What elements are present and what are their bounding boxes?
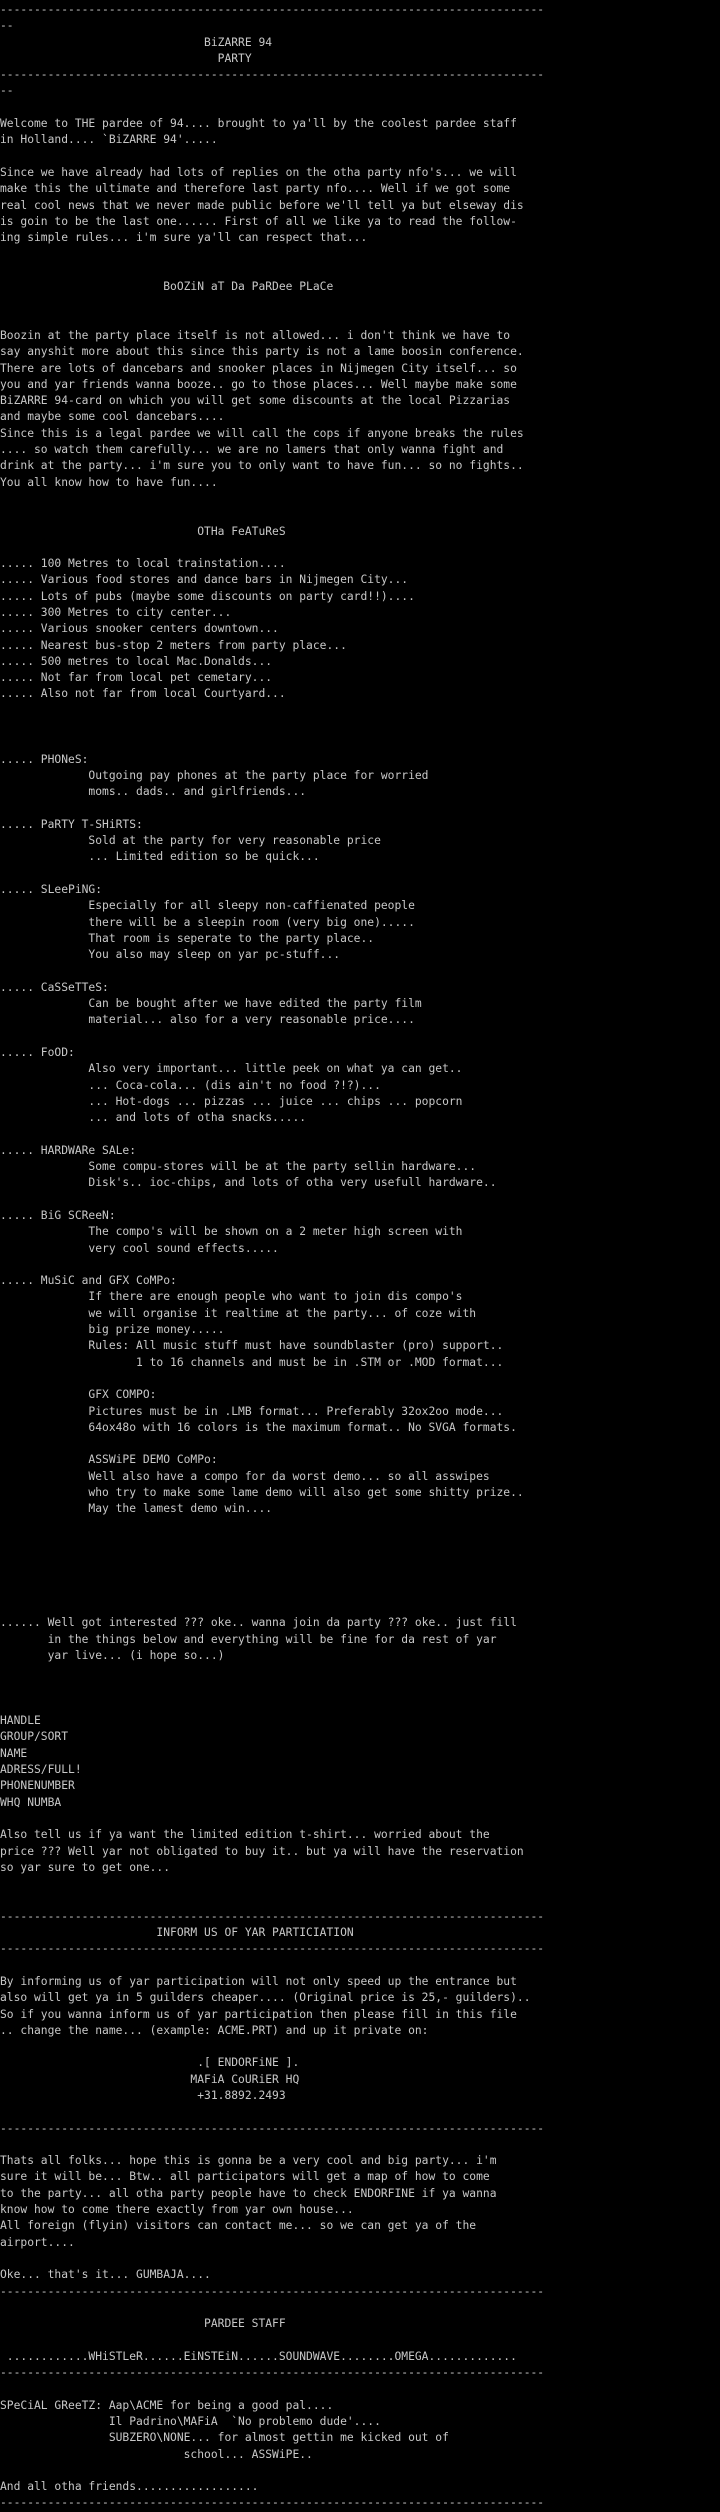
text-line: we will organise it realtime at the party... of coze with bbox=[0, 1306, 477, 1320]
text-line bbox=[0, 1550, 720, 1566]
text-line bbox=[0, 1192, 720, 1208]
text-line bbox=[0, 1126, 720, 1142]
text-line: May the lamest demo win.... bbox=[0, 1502, 273, 1516]
text-line: PHONENUMBER bbox=[0, 1779, 75, 1793]
text-line: sure it will be... Btw.. all participators will get a map of how to come bbox=[0, 2170, 490, 2184]
text-line: And all otha friends.................. bbox=[0, 2480, 259, 2494]
text-line bbox=[0, 312, 720, 328]
text-line bbox=[0, 735, 720, 751]
text-line bbox=[0, 1876, 720, 1892]
text-line bbox=[0, 149, 720, 165]
text-line bbox=[0, 491, 720, 507]
text-line: ASSWiPE DEMO CoMPo: bbox=[0, 1453, 218, 1467]
text-line: HANDLE bbox=[0, 1714, 41, 1728]
text-line bbox=[0, 1371, 720, 1387]
text-line: Since this is a legal pardee we will call the cops if anyone breaks the rules bbox=[0, 426, 524, 440]
text-line bbox=[0, 1534, 720, 1550]
text-line: Outgoing pay phones at the party place for worried bbox=[0, 768, 429, 782]
text-line: ..... 100 Metres to local trainstation.... bbox=[0, 557, 286, 571]
text-line: moms.. dads.. and girlfriends... bbox=[0, 785, 307, 799]
text-line: BoOZiN aT Da PaRDee PLaCe bbox=[0, 280, 334, 294]
text-line bbox=[0, 1681, 720, 1697]
text-line: ADRESS/FULL! bbox=[0, 1763, 82, 1777]
text-line: If there are enough people who want to join dis compo's bbox=[0, 1290, 463, 1304]
text-line: GFX COMPO: bbox=[0, 1388, 157, 1402]
text-line: airport.... bbox=[0, 2235, 75, 2249]
text-line: Rules: All music stuff must have soundblaster (pro) support.. bbox=[0, 1339, 504, 1353]
text-line: in the things below and everything will be fine for da rest of yar bbox=[0, 1632, 497, 1646]
text-line: say anyshit more about this since this party is not a lame boosin conference. bbox=[0, 345, 524, 359]
text-line: ..... SLeePiNG: bbox=[0, 883, 103, 897]
text-line: That room is seperate to the party place.. bbox=[0, 931, 375, 945]
text-line: yar live... (i hope so...) bbox=[0, 1648, 225, 1662]
text-line: in Holland.... `BiZARRE 94'..... bbox=[0, 133, 218, 147]
text-line: ............WHiSTLeR......EiNSTEiN......SOUNDWAVE........OMEGA............. bbox=[0, 2349, 517, 2363]
text-line: -------------------------------------------------------------------------------- bbox=[0, 2284, 545, 2298]
text-line: Boozin at the party place itself is not allowed... i don't think we have to bbox=[0, 328, 511, 342]
text-line: INFORM US OF YAR PARTICIATION bbox=[0, 1926, 354, 1940]
text-line: Some compu-stores will be at the party sellin hardware... bbox=[0, 1160, 477, 1174]
text-line bbox=[0, 866, 720, 882]
text-line: ..... PaRTY T-SHiRTS: bbox=[0, 817, 143, 831]
text-line bbox=[0, 1599, 720, 1615]
text-line: All foreign (flyin) visitors can contact me... so we can get ya of the bbox=[0, 2219, 477, 2233]
text-line: -------------------------------------------------------------------------------- bbox=[0, 1909, 545, 1923]
text-line: drink at the party... i'm sure you to only want to have fun... so no fights.. bbox=[0, 459, 524, 473]
text-line: ..... MuSiC and GFX CoMPo: bbox=[0, 1274, 177, 1288]
text-line: You all know how to have fun.... bbox=[0, 475, 218, 489]
text-line bbox=[0, 1583, 720, 1599]
text-line bbox=[0, 1029, 720, 1045]
text-line: OTHa FeATuReS bbox=[0, 524, 286, 538]
text-line bbox=[0, 2332, 720, 2348]
text-line: price ??? Well yar not obligated to buy it.. but ya will have the reservation bbox=[0, 1844, 524, 1858]
text-line: MAFiA CoURiER HQ bbox=[0, 2072, 300, 2086]
text-line bbox=[0, 1518, 720, 1534]
text-line: who try to make some lame demo will also get some shitty prize.. bbox=[0, 1486, 524, 1500]
text-line bbox=[0, 1664, 720, 1680]
text-line: WHQ NUMBA bbox=[0, 1795, 62, 1809]
text-line bbox=[0, 1257, 720, 1273]
text-line: .[ ENDORFiNE ]. bbox=[0, 2056, 300, 2070]
text-line: So if you wanna inform us of yar participation then please fill in this file bbox=[0, 2007, 517, 2021]
text-line: Especially for all sleepy non-caffienated people bbox=[0, 899, 415, 913]
text-line: 1 to 16 channels and must be in .STM or .MOD format... bbox=[0, 1355, 504, 1369]
text-line: ..... Lots of pubs (maybe some discounts on party card!!).... bbox=[0, 589, 415, 603]
text-line: -------------------------------------------------------------------------------- bbox=[0, 68, 545, 82]
text-line: very cool sound effects..... bbox=[0, 1241, 279, 1255]
text-line: -------------------------------------------------------------------------------- bbox=[0, 2366, 545, 2380]
text-line: ..... 500 metres to local Mac.Donalds... bbox=[0, 654, 273, 668]
text-line bbox=[0, 2137, 720, 2153]
text-line: Sold at the party for very reasonable price bbox=[0, 834, 381, 848]
text-line: Since we have already had lots of replies on the otha party nfo's... we will bbox=[0, 165, 517, 179]
text-line: NAME bbox=[0, 1746, 28, 1760]
text-line: Well also have a compo for da worst demo... so all asswipes bbox=[0, 1469, 490, 1483]
text-line bbox=[0, 1811, 720, 1827]
text-line: ... and lots of otha snacks..... bbox=[0, 1111, 307, 1125]
text-line: Pictures must be in .LMB format... Preferably 32ox2oo mode... bbox=[0, 1404, 504, 1418]
text-line: and maybe some cool dancebars.... bbox=[0, 410, 225, 424]
text-line: real cool news that we never made public before we'll tell ya but elseway dis bbox=[0, 198, 524, 212]
text-line: -- bbox=[0, 84, 14, 98]
text-line bbox=[0, 1436, 720, 1452]
text-line bbox=[0, 964, 720, 980]
text-line: ... Coca-cola... (dis ain't no food ?!?)... bbox=[0, 1078, 381, 1092]
text-line bbox=[0, 2463, 720, 2479]
text-line: .. change the name... (example: ACME.PRT) and up it private on: bbox=[0, 2023, 429, 2037]
text-line bbox=[0, 1567, 720, 1583]
text-line: Also very important... little peek on what ya can get.. bbox=[0, 1062, 463, 1076]
text-line: ..... 300 Metres to city center... bbox=[0, 605, 232, 619]
text-line: ..... Also not far from local Courtyard... bbox=[0, 687, 286, 701]
text-line: ... Limited edition so be quick... bbox=[0, 850, 320, 864]
text-line: Welcome to THE pardee of 94.... brought to ya'll by the coolest pardee staff bbox=[0, 117, 517, 131]
text-line: -------------------------------------------------------------------------------- bbox=[0, 2121, 545, 2135]
text-line: ..... HARDWARe SALe: bbox=[0, 1143, 137, 1157]
text-line: Disk's.. ioc-chips, and lots of otha very usefull hardware.. bbox=[0, 1176, 497, 1190]
text-line: also will get ya in 5 guilders cheaper.... (Original price is 25,- guilders).. bbox=[0, 1991, 531, 2005]
text-line: -------------------------------------------------------------------------------- bbox=[0, 1942, 545, 1956]
text-line: you and yar friends wanna booze.. go to those places... Well maybe make some bbox=[0, 377, 517, 391]
text-line bbox=[0, 507, 720, 523]
text-line: ing simple rules... i'm sure ya'll can respect that... bbox=[0, 231, 368, 245]
text-line: GROUP/SORT bbox=[0, 1730, 69, 1744]
text-line: ... Hot-dogs ... pizzas ... juice ... chips ... popcorn bbox=[0, 1094, 463, 1108]
text-line bbox=[0, 719, 720, 735]
text-line: to the party... all otha party people have to check ENDORFINE if ya wanna bbox=[0, 2186, 497, 2200]
text-line bbox=[0, 100, 720, 116]
text-line bbox=[0, 2381, 720, 2397]
text-line: so yar sure to get one... bbox=[0, 1860, 171, 1874]
text-line: SPeCiAL GReeTZ: Aap\ACME for being a good pal.... bbox=[0, 2398, 334, 2412]
text-line: know how to come there exactly from yar own house... bbox=[0, 2203, 354, 2217]
text-line: +31.8892.2493 bbox=[0, 2089, 286, 2102]
text-line: 64ox48o with 16 colors is the maximum format.. No SVGA formats. bbox=[0, 1420, 517, 1434]
text-line bbox=[0, 2104, 720, 2120]
text-line: -------------------------------------------------------------------------------- bbox=[0, 3, 545, 16]
text-line: ..... Various food stores and dance bars in Nijmegen City... bbox=[0, 573, 409, 587]
text-line bbox=[0, 540, 720, 556]
text-line: school... ASSWiPE.. bbox=[0, 2447, 313, 2461]
text-line: -- bbox=[0, 19, 14, 33]
text-line: Can be bought after we have edited the party film bbox=[0, 997, 422, 1011]
text-line: big prize money..... bbox=[0, 1323, 225, 1337]
text-line: there will be a sleepin room (very big one)..... bbox=[0, 915, 415, 929]
text-line bbox=[0, 246, 720, 262]
text-line: ..... PHONeS: bbox=[0, 752, 89, 766]
text-line: -------------------------------------------------------------------------------- bbox=[0, 2496, 545, 2510]
text-line: The compo's will be shown on a 2 meter high screen with bbox=[0, 1225, 463, 1239]
text-line: PARTY bbox=[0, 51, 252, 65]
text-line: PARDEE STAFF bbox=[0, 2317, 286, 2331]
text-line: ..... Nearest bus-stop 2 meters from party place... bbox=[0, 638, 347, 652]
text-line bbox=[0, 263, 720, 279]
text-line bbox=[0, 2039, 720, 2055]
text-line: ..... BiG SCReeN: bbox=[0, 1208, 116, 1222]
text-line: Il Padrino\MAFiA `No problemo dude'.... bbox=[0, 2414, 381, 2428]
text-line bbox=[0, 1697, 720, 1713]
text-line: ..... Not far from local pet cemetary... bbox=[0, 671, 273, 685]
text-line bbox=[0, 2251, 720, 2267]
text-line bbox=[0, 295, 720, 311]
text-line: ..... Various snooker centers downtown... bbox=[0, 622, 279, 636]
text-line: ..... FoOD: bbox=[0, 1046, 75, 1059]
text-line: is goin to be the last one...... First of all we like ya to read the follow- bbox=[0, 214, 517, 228]
text-line: Thats all folks... hope this is gonna be a very cool and big party... i'm bbox=[0, 2154, 497, 2168]
text-line: Also tell us if ya want the limited edition t-shirt... worried about the bbox=[0, 1828, 490, 1842]
text-line: .... so watch them carefully... we are no lamers that only wanna fight and bbox=[0, 443, 504, 457]
text-line bbox=[0, 703, 720, 719]
text-line bbox=[0, 801, 720, 817]
text-line: By informing us of yar participation will not only speed up the entrance but bbox=[0, 1974, 517, 1988]
text-line bbox=[0, 1958, 720, 1974]
text-line: Oke... that's it... GUMBAJA.... bbox=[0, 2268, 211, 2282]
text-line: make this the ultimate and therefore last party nfo.... Well if we got some bbox=[0, 182, 511, 196]
text-line: You also may sleep on yar pc-stuff... bbox=[0, 948, 341, 962]
text-line: material... also for a very reasonable price.... bbox=[0, 1013, 415, 1027]
text-line: BiZARRE 94-card on which you will get some discounts at the local Pizzarias bbox=[0, 394, 511, 408]
text-line: BiZARRE 94 bbox=[0, 35, 273, 49]
text-line: ..... CaSSeTTeS: bbox=[0, 980, 109, 994]
text-line: There are lots of dancebars and snooker places in Nijmegen City itself... so bbox=[0, 361, 517, 375]
text-line: SUBZERO\NONE... for almost gettin me kicked out of bbox=[0, 2431, 449, 2445]
text-line bbox=[0, 1892, 720, 1908]
text-line: ...... Well got interested ??? oke.. wanna join da party ??? oke.. just fill bbox=[0, 1616, 517, 1630]
text-line bbox=[0, 2300, 720, 2316]
